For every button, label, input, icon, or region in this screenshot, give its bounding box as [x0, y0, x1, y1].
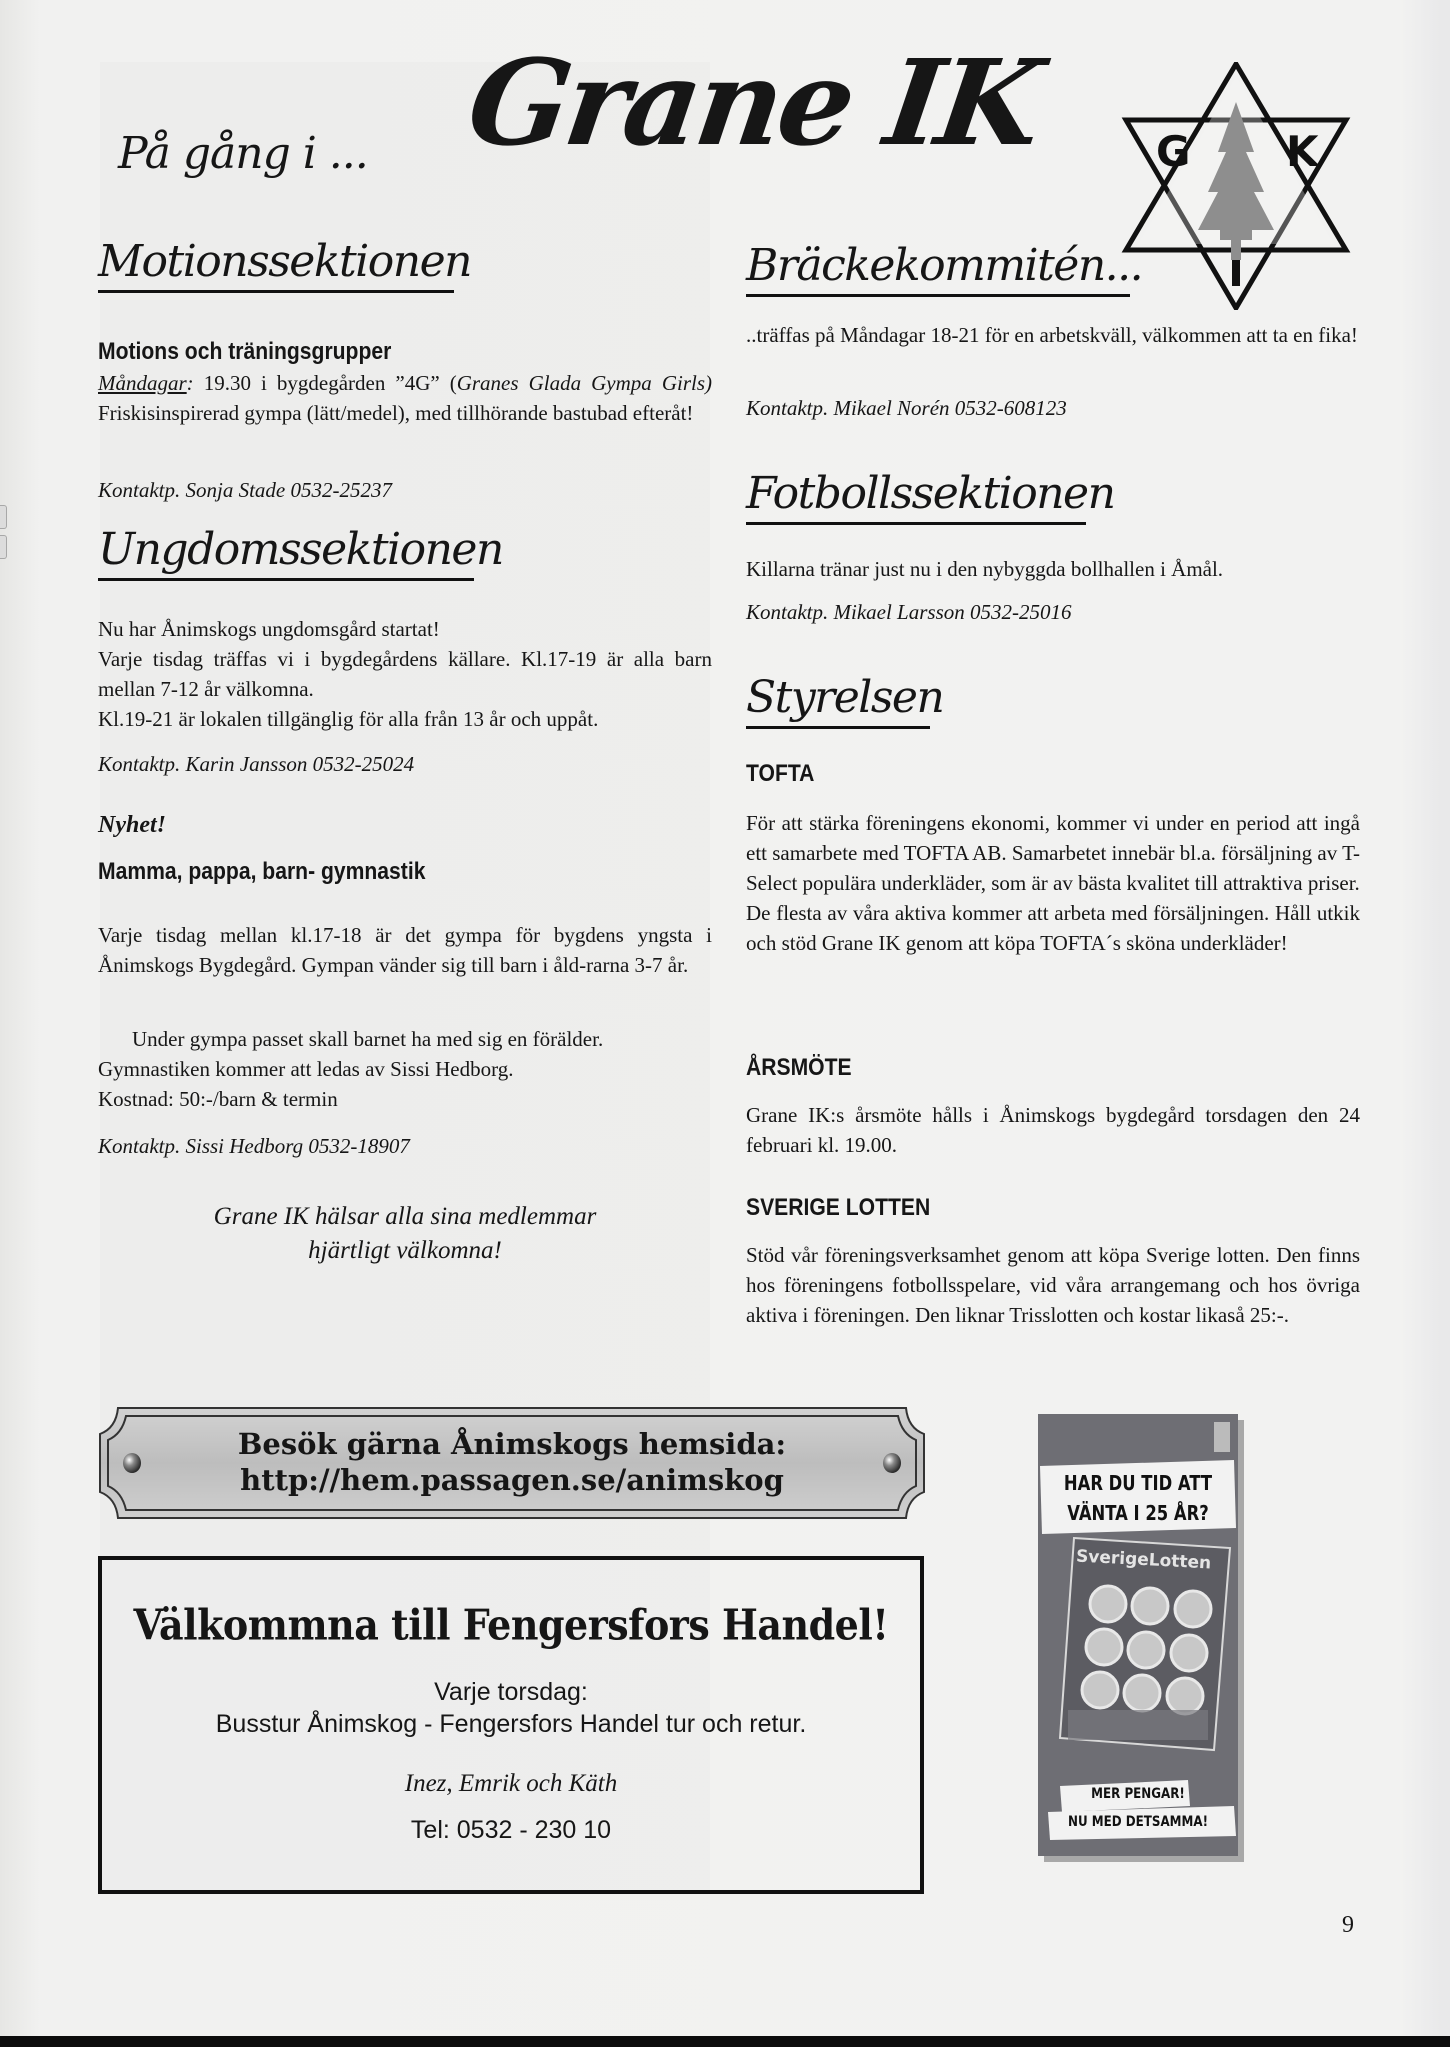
lotto-headline [1059, 1468, 1216, 1528]
lotto-footer1: MER PENGAR! [1091, 1786, 1185, 1802]
greeting [98, 1200, 712, 1268]
binder-hole-mark [0, 535, 7, 559]
nyhet-para4: Kostnad: 50:-/barn & termin [98, 1087, 338, 1111]
ungdom-text [98, 614, 712, 734]
nyhet-subtitle: Mamma, pappa, barn- gymnastik [98, 858, 426, 885]
nyhet-para2: Under gympa passet skall barnet ha med sig en förälder. [132, 1027, 604, 1051]
ungdom-line: Nu har Ånimskogs ungdomsgård startat! [98, 617, 440, 641]
ad-signature: Inez, Emrik och Käth [404, 1770, 618, 1797]
motion-subtitle: Motions och träningsgrupper [98, 338, 392, 365]
ad-line1: Varje torsdag: [434, 1678, 588, 1706]
lotto-headline2: VÄNTA I 25 ÅR? [1067, 1501, 1209, 1525]
ungdom-contact: Kontaktp. Karin Jansson 0532-25024 [98, 752, 415, 776]
page-number: 9 [1342, 1912, 1354, 1938]
fotboll-contact: Kontaktp. Mikael Larsson 0532-25016 [746, 600, 1072, 624]
binder-hole-mark [0, 505, 7, 529]
plaque-url[interactable]: http://hem.passagen.se/animskog [240, 1463, 784, 1497]
lotto-badge-icon [1214, 1422, 1230, 1452]
nyhet-para-block [98, 1024, 712, 1114]
lotto-footer2: NU MED DETSAMMA! [1068, 1814, 1208, 1830]
scratch-circles [1082, 1586, 1211, 1714]
plaque-text [96, 1426, 928, 1498]
header-kicker: På gång i ... [118, 128, 368, 179]
arsmote-text: Grane IK:s årsmöte hålls i Ånimskogs bygdegård torsdagen den 24 februari kl. 19.00. [746, 1103, 1360, 1157]
ad-phone: Tel: 0532 - 230 10 [410, 1816, 612, 1844]
motion-text-b: Friskisinspirerad gympa (lätt/medel), med tillhörande bastubad efteråt! [98, 401, 694, 425]
motion-text [98, 368, 712, 428]
greeting-line: hjärtligt välkomna! [308, 1237, 502, 1264]
club-logo [1120, 62, 1352, 310]
ungdom-line: Varje tisdag träffas vi i bygdegårdens källare. Kl.17-19 är alla barn mellan 7-12 år välkomna. [98, 647, 712, 701]
ad-title: Välkommna till Fengersfors Handel! [133, 1599, 889, 1650]
arsmote-heading: ÅRSMÖTE [746, 1054, 852, 1081]
nyhet-para1: Varje tisdag mellan kl.17-18 är det gympa för bygdens yngsta i Ånimskogs Bygdegård. Gympan vänder sig till barn i åld-rarna 3-7 år. [98, 923, 712, 977]
lotto-footer [1053, 1780, 1223, 1836]
ad-line2: Busstur Ånimskog - Fengersfors Handel tur och retur. [215, 1710, 807, 1738]
section-title-motion: Motionssektionen [98, 240, 454, 293]
motion-text-a: 19.30 i bygdegården ”4G” ( [193, 371, 457, 395]
section-title-styrelsen: Styrelsen [746, 676, 930, 729]
plaque-line1: Besök gärna Ånimskogs hemsida: [237, 1427, 787, 1461]
greeting-line: Grane IK hälsar alla sina medlemmar [213, 1203, 597, 1230]
section-title-bracke: Bräckekommitén... [746, 244, 1130, 297]
motion-text-italic: Granes Glada Gympa Girls) [456, 371, 712, 395]
section-title-fotboll: Fotbollssektionen [746, 472, 1086, 525]
logo-letter-k: K [1286, 127, 1319, 176]
motion-contact: Kontaktp. Sonja Stade 0532-25237 [98, 478, 392, 502]
nyhet-para3: Gymnastiken kommer att ledas av Sissi Hedborg. [98, 1057, 514, 1081]
tofta-para: De flesta av våra aktiva kommer att arbeta med försäljningen. Håll utkik och stöd Grane IK genom att köpa TOFTA´s sköna underkläder! [746, 901, 1360, 955]
section-title-ungdom: Ungdomssektionen [98, 528, 474, 581]
motion-day-colon: : [186, 371, 194, 395]
scan-edge [0, 2036, 1450, 2047]
fotboll-text: Killarna tränar just nu i den nybyggda bollhallen i Åmål. [746, 557, 1224, 581]
ungdom-line: Kl.19-21 är lokalen tillgänglig för alla från 13 år och uppåt. [98, 707, 599, 731]
sverigelotten-ad [1038, 1414, 1248, 1864]
tofta-para: För att stärka föreningens ekonomi, kommer vi under en period att ingå ett samarbete med TOFTA AB. Samarbetet innebär bl.a. försäljning av T-Select populära underkläder, som är av bästa kvalitet till attraktiva priser. [746, 811, 1360, 895]
nyhet-contact: Kontaktp. Sissi Hedborg 0532-18907 [98, 1134, 410, 1158]
tofta-text [746, 808, 1360, 958]
lotto-brand: SverigeLotten [1075, 1546, 1212, 1574]
logo-letter-g: G [1156, 127, 1191, 176]
fengersfors-ad [98, 1556, 924, 1894]
website-plaque [96, 1404, 928, 1522]
lotten-heading: SVERIGE LOTTEN [746, 1194, 931, 1221]
tofta-heading: TOFTA [746, 760, 815, 787]
motion-day: Måndagar [98, 371, 187, 395]
logo-letter-i [1232, 260, 1240, 286]
nyhet-label: Nyhet! [98, 812, 166, 838]
club-title: Grane IK [460, 33, 1047, 172]
lotto-headline1: HAR DU TID ATT [1063, 1471, 1213, 1495]
bracke-text: ..träffas på Måndagar 18-21 för en arbetskväll, välkommen att ta en fika! [746, 323, 1358, 347]
lotten-text: Stöd vår föreningsverksamhet genom att köpa Sverige lotten. Den finns hos föreningens fotbollsspelare, vid våra arrangemang och hos övriga aktiva i föreningen. Den liknar Trisslotten och kostar likaså 25:-. [746, 1243, 1360, 1327]
bracke-contact: Kontaktp. Mikael Norén 0532-608123 [746, 396, 1067, 420]
